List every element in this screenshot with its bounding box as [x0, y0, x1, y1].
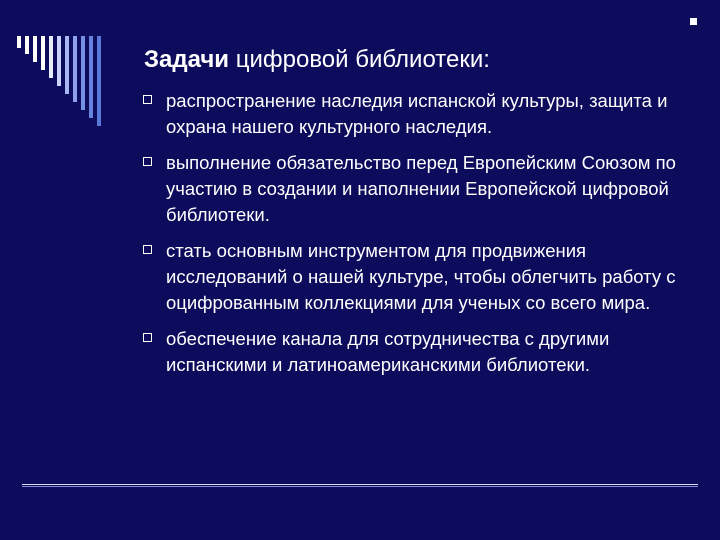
bullet-text: выполнение обязательство перед Европейским Союзом по участию в создании и наполнении Европейской цифровой библиотеки.: [166, 152, 676, 225]
hollow-square-icon: [143, 333, 152, 342]
slide-title: [144, 46, 490, 74]
bullet-item: [140, 150, 700, 228]
bullet-item: [140, 326, 700, 378]
bullet-text: стать основным инструментом для продвижения исследований о нашей культуре, чтобы облегчить работу с оцифрованным коллекциями для ученых со всего мира.: [166, 240, 676, 313]
bullet-item: [140, 88, 700, 140]
footer-divider: [22, 484, 698, 487]
title-bold-part: Задачи: [144, 46, 230, 73]
hollow-square-icon: [143, 95, 152, 104]
bullet-text: распространение наследия испанской культуры, защита и охрана нашего культурного наследия.: [166, 90, 668, 137]
bullet-list: [140, 88, 700, 388]
title-rest-part: цифровой библиотеки:: [229, 46, 490, 73]
hollow-square-icon: [143, 245, 152, 254]
hollow-square-icon: [143, 157, 152, 166]
decorative-square-icon: [690, 18, 697, 25]
decorative-stripes-icon: [0, 0, 160, 130]
bullet-item: [140, 238, 700, 316]
bullet-text: обеспечение канала для сотрудничества с другими испанскими и латиноамериканскими библиотеки.: [166, 328, 610, 375]
